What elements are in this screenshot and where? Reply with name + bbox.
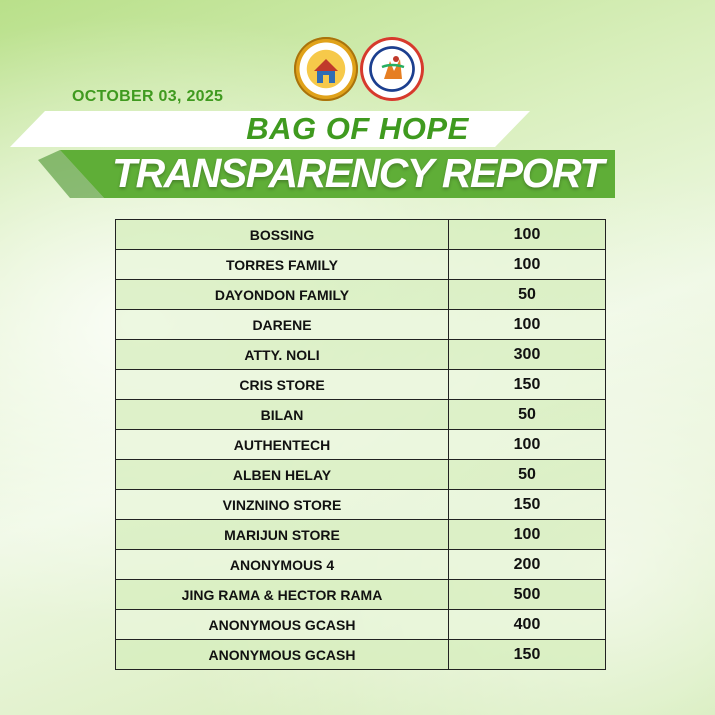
- donor-name-cell: MARIJUN STORE: [116, 520, 449, 550]
- donor-name-cell: JING RAMA & HECTOR RAMA: [116, 580, 449, 610]
- donor-name-cell: ATTY. NOLI: [116, 340, 449, 370]
- donation-amount-cell: 500: [449, 580, 606, 610]
- table-row: [116, 340, 606, 370]
- sangguniang-kabataan-seal-logo: [360, 37, 424, 101]
- table-row: [116, 550, 606, 580]
- donor-name-cell: DARENE: [116, 310, 449, 340]
- report-date: OCTOBER 03, 2025: [72, 88, 224, 105]
- barangay-seal-logo: [294, 37, 358, 101]
- donor-name-cell: TORRES FAMILY: [116, 250, 449, 280]
- donation-amount-cell: 200: [449, 550, 606, 580]
- table-row: [116, 370, 606, 400]
- table-row: [116, 640, 606, 670]
- program-subtitle: BAG OF HOPE: [246, 111, 469, 146]
- donation-amount-cell: 100: [449, 520, 606, 550]
- table-row: [116, 250, 606, 280]
- table-row: [116, 610, 606, 640]
- table-row: [116, 460, 606, 490]
- donor-name-cell: DAYONDON FAMILY: [116, 280, 449, 310]
- donation-amount-cell: 100: [449, 220, 606, 250]
- donation-amount-cell: 400: [449, 610, 606, 640]
- table-row: [116, 400, 606, 430]
- donation-amount-cell: 300: [449, 340, 606, 370]
- donation-amount-cell: 100: [449, 430, 606, 460]
- donor-name-cell: BILAN: [116, 400, 449, 430]
- table-row: [116, 430, 606, 460]
- donation-amount-cell: 150: [449, 640, 606, 670]
- donor-name-cell: AUTHENTECH: [116, 430, 449, 460]
- donations-table: [115, 219, 606, 670]
- donation-amount-cell: 100: [449, 310, 606, 340]
- table-row: [116, 220, 606, 250]
- page-title: TRANSPARENCY REPORT: [112, 150, 603, 196]
- donation-amount-cell: 50: [449, 280, 606, 310]
- table-row: [116, 520, 606, 550]
- donor-name-cell: CRIS STORE: [116, 370, 449, 400]
- donation-amount-cell: 150: [449, 370, 606, 400]
- table-row: [116, 280, 606, 310]
- donation-amount-cell: 150: [449, 490, 606, 520]
- table-row: [116, 310, 606, 340]
- donation-amount-cell: 50: [449, 400, 606, 430]
- table-row: [116, 490, 606, 520]
- donor-name-cell: ANONYMOUS 4: [116, 550, 449, 580]
- table-row: [116, 580, 606, 610]
- donor-name-cell: ALBEN HELAY: [116, 460, 449, 490]
- donor-name-cell: VINZNINO STORE: [116, 490, 449, 520]
- donor-name-cell: BOSSING: [116, 220, 449, 250]
- donor-name-cell: ANONYMOUS GCASH: [116, 610, 449, 640]
- donation-amount-cell: 50: [449, 460, 606, 490]
- donation-amount-cell: 100: [449, 250, 606, 280]
- donor-name-cell: ANONYMOUS GCASH: [116, 640, 449, 670]
